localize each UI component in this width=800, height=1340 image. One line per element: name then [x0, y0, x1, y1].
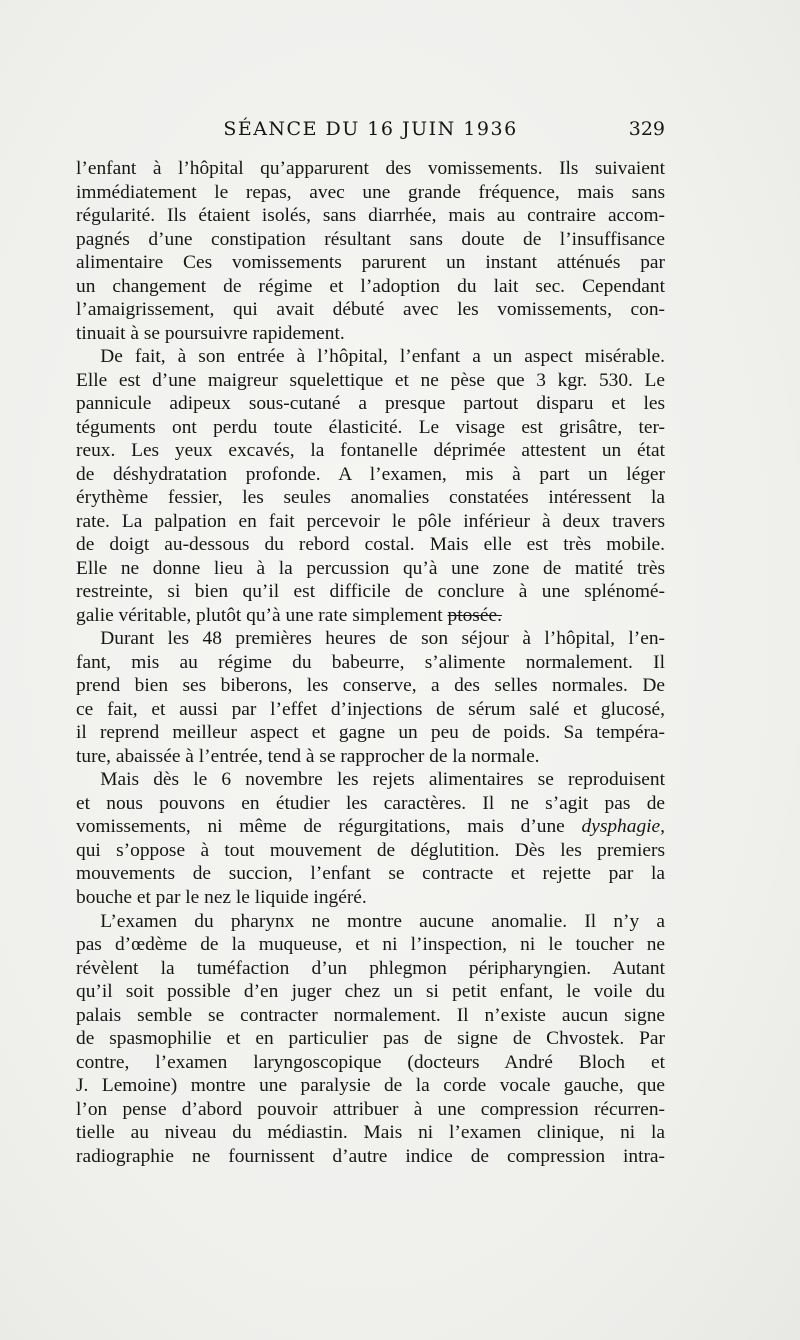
text-line: de doigt au-dessous du rebord costal. Mais elle est très mobile.	[76, 534, 665, 556]
struck-word: ptosée.	[447, 604, 502, 626]
text-line: pannicule adipeux sous-cutané a presque partout disparu et les	[76, 393, 665, 415]
text-line: l’enfant à l’hôpital qu’apparurent des vomissements. Ils suivaient	[76, 158, 665, 179]
text-line: Mais dès le 6 novembre les rejets alimentaires se reproduisent	[100, 769, 665, 791]
text-line: radiographie ne fournissent d’autre indice de compression intra-	[76, 1145, 665, 1167]
text-line: qui s’oppose à tout mouvement de déglutition. Dès les premiers	[76, 839, 665, 861]
text-line: alimentaire Ces vomissements parurent un instant atténués par	[76, 252, 665, 274]
text-line: prend bien ses biberons, les conserve, a des selles normales. De	[76, 675, 665, 697]
text-line: tinuait à se poursuivre rapidement.	[76, 322, 345, 344]
text-line: palais semble se contracter normalement. Il n’existe aucun signe	[76, 1004, 665, 1026]
text-line: J. Lemoine) montre une paralysie de la corde vocale gauche, que	[76, 1075, 665, 1097]
text-line: l’amaigrissement, qui avait débuté avec les vomissements, con-	[76, 299, 665, 321]
text-line: l’on pense d’abord pouvoir attribuer à une compression récurren-	[76, 1098, 665, 1120]
text-line: vomissements, ni même de régurgitations, mais d’une dysphagie,	[76, 816, 665, 838]
page-header	[76, 118, 665, 148]
text-line: érythème fessier, les seules anomalies constatées intéressent la	[76, 487, 665, 509]
body-text	[76, 157, 665, 1168]
text-line: pagnés d’une constipation résultant sans doute de l’insuffisance	[76, 228, 665, 250]
text-line: un changement de régime et l’adoption du lait sec. Cependant	[76, 275, 665, 297]
text-line: rate. La palpation en fait percevoir le pôle inférieur à deux travers	[76, 510, 665, 532]
text-line: révèlent la tuméfaction d’un phlegmon péripharyngien. Autant	[76, 957, 665, 979]
text-line: Elle ne donne lieu à la percussion qu’à une zone de matité très	[76, 557, 665, 579]
text-line: régularité. Ils étaient isolés, sans diarrhée, mais au contraire accom-	[76, 205, 665, 227]
text-line: ture, abaissée à l’entrée, tend à se rapprocher de la normale.	[76, 745, 540, 767]
text-line: qu’il soit possible d’en juger chez un si petit enfant, le voile du	[76, 981, 665, 1003]
text-line: contre, l’examen laryngoscopique (docteurs André Bloch et	[76, 1051, 665, 1073]
text-line: L’examen du pharynx ne montre aucune anomalie. Il n’y a	[100, 910, 665, 932]
italic-word: dysphagie,	[581, 816, 665, 838]
text-line: De fait, à son entrée à l’hôpital, l’enfant a un aspect misérable.	[100, 346, 665, 368]
text-line: reux. Les yeux excavés, la fontanelle déprimée attestent un état	[76, 440, 665, 462]
text-line: il reprend meilleur aspect et gagne un peu de poids. Sa tempéra-	[76, 722, 665, 744]
text-line: de déshydratation profonde. A l’examen, mis à part un léger	[76, 463, 665, 485]
running-head: SÉANCE DU 16 JUIN 1936	[223, 118, 518, 140]
text-line: mouvements de succion, l’enfant se contracte et rejette par la	[76, 863, 665, 885]
text-line: pas d’œdème de la muqueuse, et ni l’inspection, ni le toucher ne	[76, 934, 665, 956]
text-line: bouche et par le nez le liquide ingéré.	[76, 886, 367, 908]
text-line: immédiatement le repas, avec une grande fréquence, mais sans	[76, 181, 665, 203]
text-line: fant, mis au régime du babeurre, s’alimente normalement. Il	[76, 651, 665, 673]
text-line: téguments ont perdu toute élasticité. Le visage est grisâtre, ter-	[76, 416, 665, 438]
text-line: restreinte, si bien qu’il est difficile de conclure à une splénomé-	[76, 581, 665, 603]
text-line: galie véritable, plutôt qu’à une rate simplement ptosée.	[76, 604, 502, 626]
text-line: Durant les 48 premières heures de son séjour à l’hôpital, l’en-	[100, 628, 665, 650]
text-line: Elle est d’une maigreur squelettique et ne pèse que 3 kgr. 530. Le	[76, 369, 665, 391]
text-line: ce fait, et aussi par l’effet d’injections de sérum salé et glucosé,	[76, 698, 665, 720]
text-line: et nous pouvons en étudier les caractères. Il ne s’agit pas de	[76, 792, 665, 814]
text-line: de spasmophilie et en particulier pas de signe de Chvostek. Par	[76, 1028, 665, 1050]
text-line: tielle au niveau du médiastin. Mais ni l’examen clinique, ni la	[76, 1122, 665, 1144]
page-number: 329	[628, 118, 665, 140]
